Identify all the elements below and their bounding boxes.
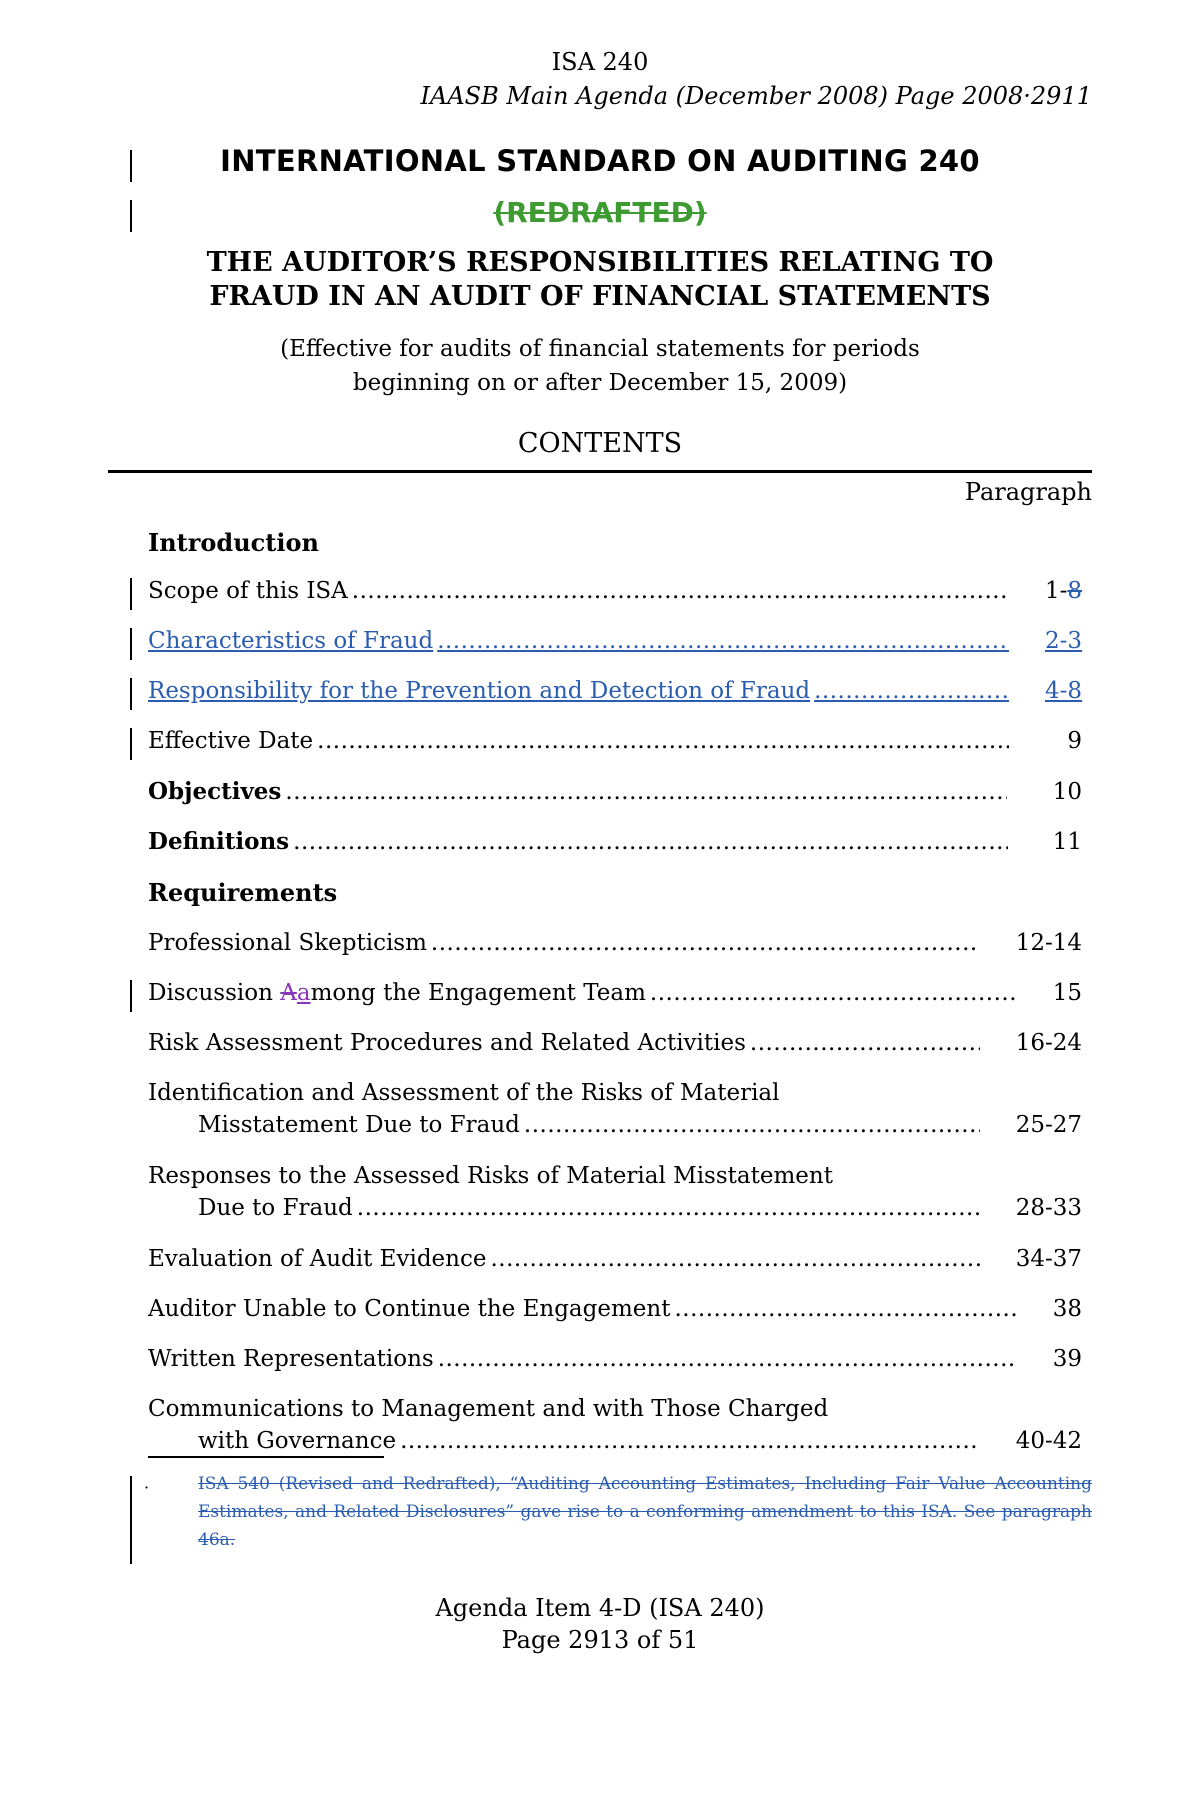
toc-section-introduction: Introduction bbox=[148, 528, 319, 557]
effective-line: (Effective for audits of financial statements for periods bbox=[280, 336, 920, 362]
toc-label: Scope of this ISA bbox=[148, 578, 348, 604]
header-standard-ref: ISA 240 bbox=[551, 48, 649, 76]
toc-label: Due to Fraud bbox=[198, 1195, 353, 1221]
toc-label: Characteristics of Fraud bbox=[148, 628, 434, 654]
leader-dots bbox=[400, 1428, 980, 1454]
toc-page: 38 bbox=[1052, 1296, 1082, 1322]
leader-dots bbox=[674, 1296, 1016, 1322]
toc-entry-risk-assessment[interactable] bbox=[148, 1030, 1082, 1062]
toc-entry-written-representations[interactable] bbox=[148, 1346, 1082, 1378]
footnote-marker: · bbox=[144, 1478, 150, 1497]
toc-label: Definitions bbox=[148, 828, 290, 855]
leader-dots bbox=[317, 728, 1009, 754]
toc-entry-scope[interactable] bbox=[148, 578, 1082, 610]
leader-dots bbox=[814, 678, 1009, 704]
footer-agenda-item: Agenda Item 4-D (ISA 240) bbox=[435, 1594, 765, 1622]
toc-page: 2-3 bbox=[1044, 628, 1082, 654]
subtitle-line: THE AUDITOR’S RESPONSIBILITIES RELATING TO bbox=[206, 247, 994, 278]
change-bar bbox=[130, 678, 132, 710]
change-bar bbox=[130, 1476, 132, 1564]
leader-dots bbox=[438, 1346, 1015, 1372]
leader-dots bbox=[490, 1246, 979, 1272]
toc-page: 12-14 bbox=[1015, 930, 1082, 956]
toc-page: 15 bbox=[1052, 980, 1082, 1006]
subtitle-line: FRAUD IN AN AUDIT OF FINANCIAL STATEMENTS bbox=[209, 281, 991, 312]
effective-note bbox=[0, 332, 1200, 400]
toc-entry-discussion[interactable] bbox=[148, 980, 1082, 1012]
leader-dots bbox=[650, 980, 1017, 1006]
toc-label: Discussion Aamong the Engagement Team bbox=[148, 980, 646, 1006]
toc-entry-definitions[interactable] bbox=[148, 828, 1082, 860]
toc-label: with Governance bbox=[198, 1428, 397, 1454]
leader-dots bbox=[437, 628, 1009, 654]
toc-page: 1-8 bbox=[1044, 578, 1082, 604]
toc-entry-responsibility[interactable] bbox=[148, 678, 1082, 710]
footnote-separator bbox=[148, 1456, 384, 1458]
header-agenda-ref: IAASB Main Agenda (December 2008) Page 2008·2911 bbox=[420, 82, 1092, 110]
toc-label: Risk Assessment Procedures and Related Activities bbox=[148, 1030, 746, 1056]
toc-page: 28-33 bbox=[1015, 1195, 1082, 1221]
toc-page: 25-27 bbox=[1015, 1112, 1082, 1138]
contents-heading: CONTENTS bbox=[517, 428, 683, 459]
page-footer bbox=[0, 1592, 1200, 1656]
leader-dots bbox=[750, 1030, 980, 1056]
redrafted-deleted: (REDRAFTED) bbox=[493, 196, 707, 229]
change-bar bbox=[130, 980, 132, 1012]
toc-entry-evaluation[interactable] bbox=[148, 1246, 1082, 1278]
document-title: INTERNATIONAL STANDARD ON AUDITING 240 bbox=[220, 144, 980, 178]
toc-label: Misstatement Due to Fraud bbox=[198, 1112, 520, 1138]
toc-label: Identification and Assessment of the Risks of Material bbox=[148, 1080, 780, 1106]
toc-label: Professional Skepticism bbox=[148, 930, 427, 956]
toc-label: Responsibility for the Prevention and Detection of Fraud bbox=[148, 678, 811, 704]
toc-page: 10 bbox=[1052, 779, 1082, 805]
toc-entry-responses[interactable] bbox=[148, 1163, 1082, 1227]
toc-label: Objectives bbox=[148, 778, 282, 805]
toc-page: 34-37 bbox=[1015, 1246, 1082, 1272]
toc-entry-objectives[interactable] bbox=[148, 778, 1082, 810]
leader-dots bbox=[357, 1195, 980, 1221]
toc-entry-skepticism[interactable] bbox=[148, 930, 1082, 962]
leader-dots bbox=[524, 1112, 980, 1138]
toc-label: Effective Date bbox=[148, 728, 314, 754]
paragraph-column-header: Paragraph bbox=[964, 478, 1092, 506]
toc-label: Communications to Management and with Those Charged bbox=[148, 1396, 829, 1422]
leader-dots bbox=[431, 930, 980, 956]
toc-label: Auditor Unable to Continue the Engagement bbox=[148, 1296, 671, 1322]
footer-page-number: Page 2913 of 51 bbox=[501, 1626, 699, 1654]
toc-page: 4-8 bbox=[1044, 678, 1082, 704]
toc-page: 40-42 bbox=[1015, 1428, 1082, 1454]
toc-label: Evaluation of Audit Evidence bbox=[148, 1246, 487, 1272]
toc-label: Responses to the Assessed Risks of Material Misstatement bbox=[148, 1163, 833, 1189]
toc-page: 16-24 bbox=[1015, 1030, 1082, 1056]
change-bar bbox=[130, 628, 132, 660]
effective-line: beginning on or after December 15, 2009) bbox=[352, 370, 848, 396]
leader-dots bbox=[285, 779, 1007, 805]
toc-entry-unable-to-continue[interactable] bbox=[148, 1296, 1082, 1328]
toc-entry-identification[interactable] bbox=[148, 1080, 1082, 1144]
document-subtitle bbox=[0, 246, 1200, 314]
toc-entry-communications[interactable] bbox=[148, 1396, 1082, 1460]
toc-label: Written Representations bbox=[148, 1346, 434, 1372]
change-bar bbox=[130, 728, 132, 760]
leader-dots bbox=[293, 829, 1007, 855]
toc-entry-characteristics[interactable] bbox=[148, 628, 1082, 660]
toc-section-requirements: Requirements bbox=[148, 878, 338, 907]
leader-dots bbox=[352, 578, 1009, 604]
change-bar bbox=[130, 578, 132, 610]
toc-entry-effective-date[interactable] bbox=[148, 728, 1082, 760]
toc-page: 11 bbox=[1052, 829, 1082, 855]
divider bbox=[108, 470, 1092, 473]
footnote-deleted: ISA 540 (Revised and Redrafted), “Auditing Accounting Estimates, Including Fair Value Accounting Estimates, and Related Disclosures” gave rise to a conforming amendment to this ISA. See paragraph 46a. bbox=[198, 1474, 1092, 1550]
toc-page: 9 bbox=[1067, 728, 1082, 754]
toc-page: 39 bbox=[1052, 1346, 1082, 1372]
